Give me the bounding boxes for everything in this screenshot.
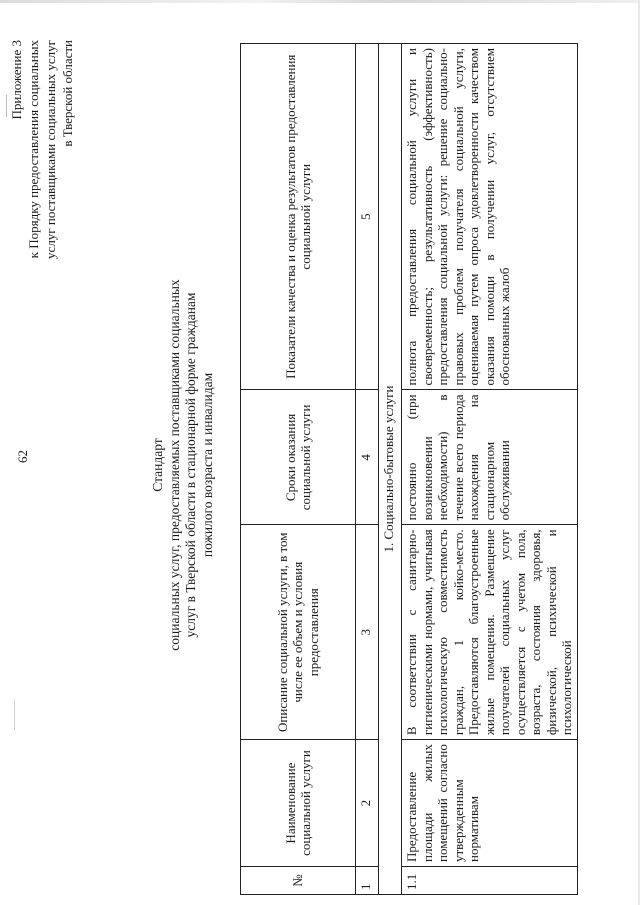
table-header-row bbox=[241, 44, 356, 895]
table-row bbox=[402, 44, 578, 895]
document-title bbox=[150, 115, 216, 815]
column-number-row bbox=[356, 44, 379, 895]
appendix-line: Приложение 3 bbox=[9, 40, 24, 120]
column-number: 1 bbox=[356, 867, 379, 895]
service-terms: постоянно (при возникновении необходимости) в течение всего периода нахождения на стационарном обслуживании bbox=[402, 390, 578, 525]
quality-indicators: полнота предоставления социальной услуги и своевременность; результативность (эффективность) предоставления социальной услуги: решение социально-правовых проблем получателя социальной услуги, оцениваемая путем опроса удовлетворенности качеством оказания помощи в получении услуг, отсутствием обоснованных жалоб bbox=[402, 44, 578, 390]
title-heading: Стандарт bbox=[150, 438, 165, 492]
service-name: Предоставление площади жилых помещений согласно утвержденным нормативам bbox=[402, 740, 578, 867]
page-number: 62 bbox=[15, 450, 30, 463]
service-description: В соответствии с санитарно-гигиеническими нормами, учитывая психологическую совместимость граждан, 1 койко-место. Предоставляются благоустроенные жилые помещения. Размещение получателей социальных услуг осуществляется с учетом пола, возраста, состояния здоровья, физической, психической и психологической bbox=[402, 525, 578, 740]
standard-table bbox=[240, 43, 578, 895]
appendix-reference bbox=[8, 40, 76, 370]
column-number: 5 bbox=[356, 44, 379, 390]
header-cell: Описание социальной услуги, в том числе ее объем и условия предоставления bbox=[241, 525, 356, 740]
section-row bbox=[379, 44, 402, 895]
section-title: 1. Социально-бытовые услуги bbox=[379, 44, 402, 895]
column-number: 3 bbox=[356, 525, 379, 740]
header-cell: № bbox=[241, 867, 356, 895]
column-number: 2 bbox=[356, 740, 379, 867]
title-line: пожилого возраста и инвалидам bbox=[199, 372, 215, 558]
row-number: 1.1 bbox=[402, 867, 578, 895]
header-cell: Наименование социальной услуги bbox=[241, 740, 356, 867]
appendix-line: в Тверской области bbox=[60, 40, 75, 147]
column-number: 4 bbox=[356, 390, 379, 525]
header-cell: Сроки оказания социальной услуги bbox=[241, 390, 356, 525]
title-line: социальных услуг, предоставляемых поставщиками социальных bbox=[166, 279, 182, 651]
appendix-line: к Порядку предоставления социальных bbox=[26, 40, 41, 259]
title-line: услуг в Тверской области в стационарной форме гражданам bbox=[183, 292, 198, 638]
appendix-line: услуг поставщиками социальных услуг bbox=[43, 40, 58, 259]
header-cell: Показатели качества и оценка результатов предоставления социальной услуги bbox=[241, 44, 356, 390]
